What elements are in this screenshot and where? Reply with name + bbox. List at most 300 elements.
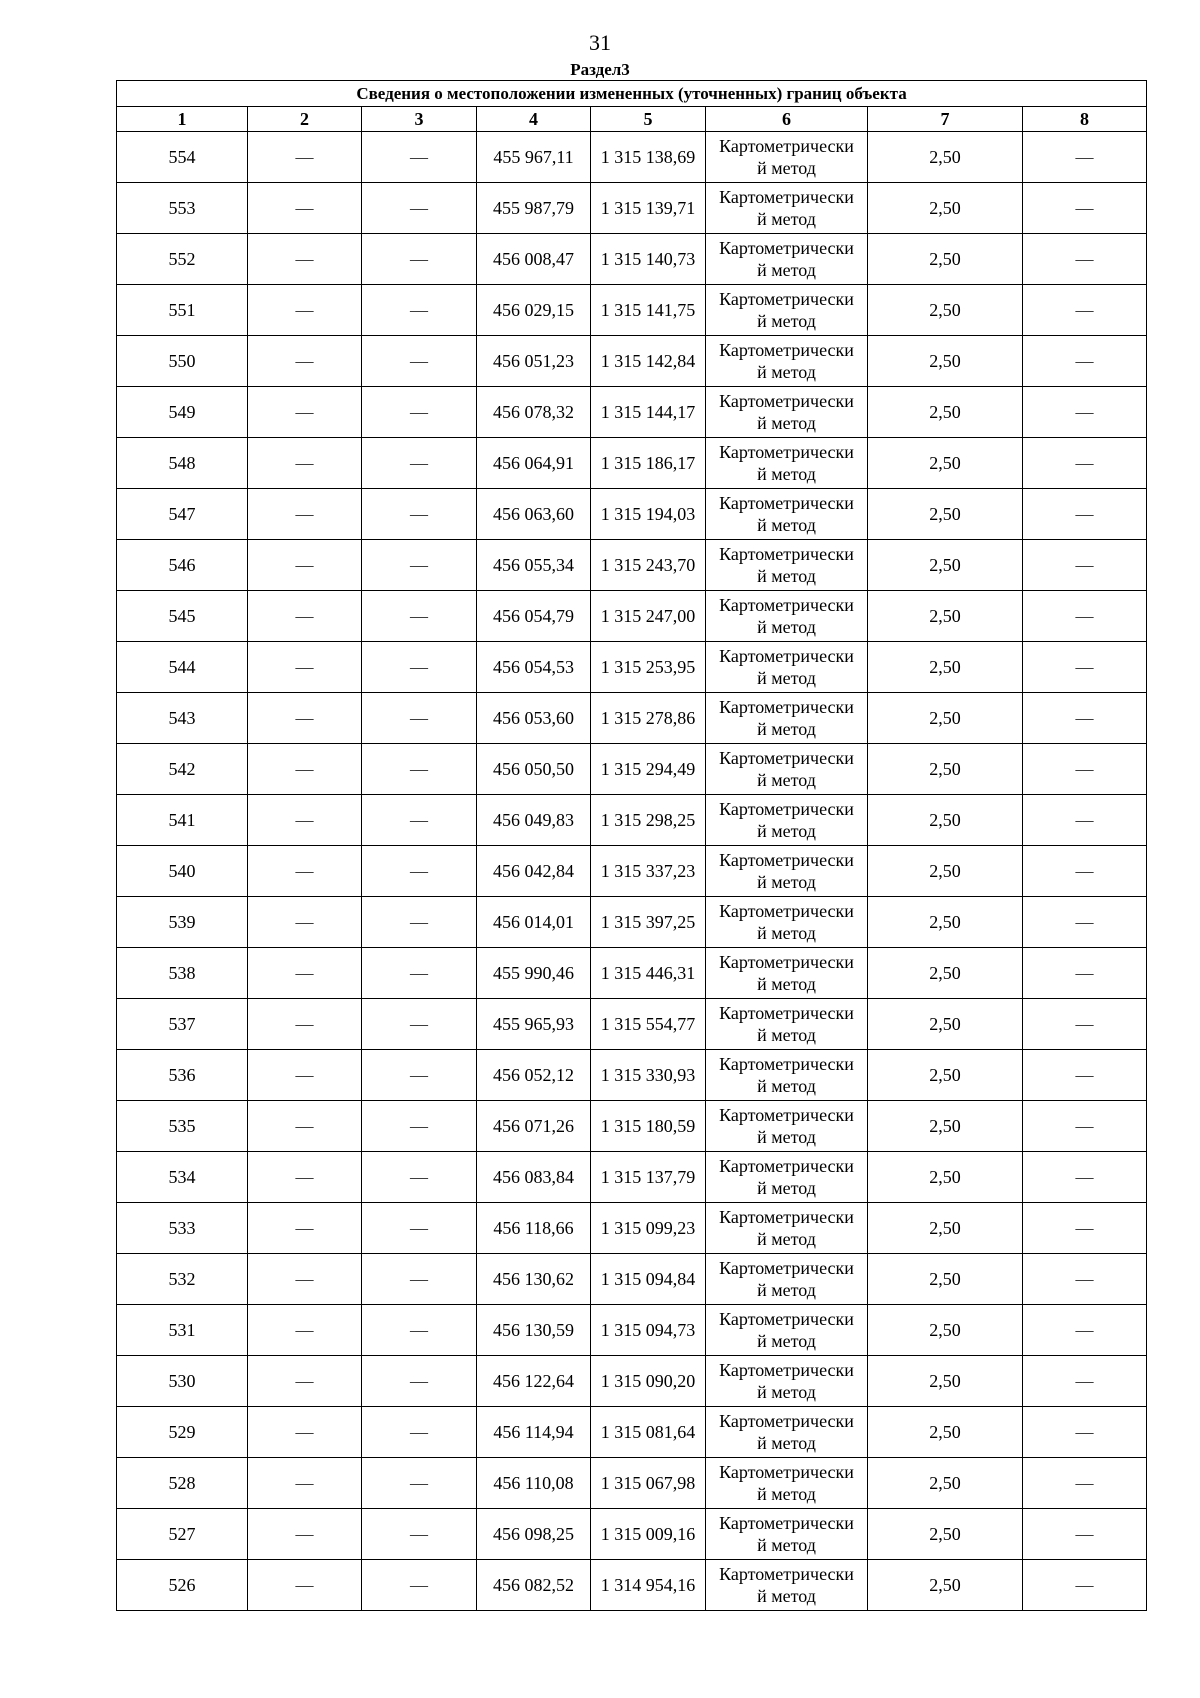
point-number-cell: 535 [117, 1101, 248, 1152]
x-coordinate-cell: 456 054,53 [477, 642, 591, 693]
method-line-2: й метод [757, 1178, 816, 1198]
method-cell [706, 1305, 868, 1356]
column-2-cell: — [248, 1152, 362, 1203]
table-row [117, 1152, 1147, 1203]
column-header: 3 [362, 107, 477, 132]
x-coordinate-cell: 456 049,83 [477, 795, 591, 846]
table-row [117, 948, 1147, 999]
y-coordinate-cell: 1 315 194,03 [591, 489, 706, 540]
table-row [117, 642, 1147, 693]
method-cell [706, 1203, 868, 1254]
y-coordinate-cell: 1 315 094,84 [591, 1254, 706, 1305]
column-2-cell: — [248, 795, 362, 846]
method-line-2: й метод [757, 413, 816, 433]
column-3-cell: — [362, 1101, 477, 1152]
accuracy-cell: 2,50 [868, 693, 1023, 744]
x-coordinate-cell: 456 063,60 [477, 489, 591, 540]
column-2-cell: — [248, 1407, 362, 1458]
accuracy-cell: 2,50 [868, 540, 1023, 591]
column-8-cell: — [1023, 1101, 1147, 1152]
x-coordinate-cell: 456 071,26 [477, 1101, 591, 1152]
y-coordinate-cell: 1 315 180,59 [591, 1101, 706, 1152]
accuracy-cell: 2,50 [868, 1305, 1023, 1356]
column-header: 4 [477, 107, 591, 132]
point-number-cell: 551 [117, 285, 248, 336]
method-cell [706, 1458, 868, 1509]
x-coordinate-cell: 456 050,50 [477, 744, 591, 795]
method-line-2: й метод [757, 260, 816, 280]
column-8-cell: — [1023, 438, 1147, 489]
accuracy-cell: 2,50 [868, 1152, 1023, 1203]
point-number-cell: 531 [117, 1305, 248, 1356]
method-line-2: й метод [757, 311, 816, 331]
accuracy-cell: 2,50 [868, 1356, 1023, 1407]
method-line-2: й метод [757, 209, 816, 229]
method-line-2: й метод [757, 821, 816, 841]
column-8-cell: — [1023, 285, 1147, 336]
column-2-cell: — [248, 1560, 362, 1611]
column-2-cell: — [248, 1509, 362, 1560]
column-3-cell: — [362, 999, 477, 1050]
accuracy-cell: 2,50 [868, 234, 1023, 285]
method-cell [706, 183, 868, 234]
point-number-cell: 547 [117, 489, 248, 540]
x-coordinate-cell: 456 051,23 [477, 336, 591, 387]
x-coordinate-cell: 456 098,25 [477, 1509, 591, 1560]
method-line-1: Картометрически [719, 1462, 854, 1482]
method-cell [706, 336, 868, 387]
accuracy-cell: 2,50 [868, 1560, 1023, 1611]
method-cell [706, 234, 868, 285]
method-line-1: Картометрически [719, 1105, 854, 1125]
method-line-1: Картометрически [719, 1411, 854, 1431]
column-8-cell: — [1023, 1152, 1147, 1203]
x-coordinate-cell: 456 110,08 [477, 1458, 591, 1509]
column-8-cell: — [1023, 1254, 1147, 1305]
accuracy-cell: 2,50 [868, 1458, 1023, 1509]
accuracy-cell: 2,50 [868, 183, 1023, 234]
column-8-cell: — [1023, 1356, 1147, 1407]
method-line-1: Картометрически [719, 1003, 854, 1023]
column-3-cell: — [362, 1560, 477, 1611]
accuracy-cell: 2,50 [868, 387, 1023, 438]
y-coordinate-cell: 1 315 081,64 [591, 1407, 706, 1458]
page-number: 31 [589, 30, 611, 55]
column-3-cell: — [362, 285, 477, 336]
column-2-cell: — [248, 336, 362, 387]
method-line-2: й метод [757, 1484, 816, 1504]
method-cell [706, 387, 868, 438]
method-line-2: й метод [757, 1280, 816, 1300]
table-row [117, 1560, 1147, 1611]
method-line-1: Картометрически [719, 391, 854, 411]
method-line-2: й метод [757, 974, 816, 994]
point-number-cell: 532 [117, 1254, 248, 1305]
y-coordinate-cell: 1 314 954,16 [591, 1560, 706, 1611]
method-line-1: Картометрически [719, 595, 854, 615]
point-number-cell: 554 [117, 132, 248, 183]
x-coordinate-cell: 455 965,93 [477, 999, 591, 1050]
column-8-cell: — [1023, 1050, 1147, 1101]
method-cell [706, 897, 868, 948]
method-line-1: Картометрически [719, 646, 854, 666]
column-8-cell: — [1023, 948, 1147, 999]
column-3-cell: — [362, 489, 477, 540]
column-3-cell: — [362, 540, 477, 591]
column-3-cell: — [362, 1254, 477, 1305]
table-row [117, 1356, 1147, 1407]
column-3-cell: — [362, 795, 477, 846]
method-line-2: й метод [757, 362, 816, 382]
table-row [117, 1305, 1147, 1356]
column-3-cell: — [362, 948, 477, 999]
column-2-cell: — [248, 1101, 362, 1152]
table-row [117, 1050, 1147, 1101]
x-coordinate-cell: 456 008,47 [477, 234, 591, 285]
method-line-1: Картометрически [719, 697, 854, 717]
method-line-2: й метод [757, 719, 816, 739]
table-row [117, 438, 1147, 489]
point-number-cell: 549 [117, 387, 248, 438]
method-line-2: й метод [757, 566, 816, 586]
method-cell [706, 1356, 868, 1407]
column-header-row [117, 107, 1147, 132]
table-row [117, 1458, 1147, 1509]
point-number-cell: 526 [117, 1560, 248, 1611]
method-line-1: Картометрически [719, 1156, 854, 1176]
column-3-cell: — [362, 744, 477, 795]
method-line-2: й метод [757, 1535, 816, 1555]
method-line-2: й метод [757, 1331, 816, 1351]
method-cell [706, 1560, 868, 1611]
method-line-1: Картометрически [719, 1513, 854, 1533]
method-line-2: й метод [757, 1025, 816, 1045]
column-header: 5 [591, 107, 706, 132]
method-line-1: Картометрически [719, 544, 854, 564]
method-cell [706, 1254, 868, 1305]
column-2-cell: — [248, 540, 362, 591]
method-line-1: Картометрически [719, 799, 854, 819]
column-3-cell: — [362, 132, 477, 183]
column-8-cell: — [1023, 1203, 1147, 1254]
column-2-cell: — [248, 438, 362, 489]
point-number-cell: 548 [117, 438, 248, 489]
accuracy-cell: 2,50 [868, 1509, 1023, 1560]
method-line-2: й метод [757, 158, 816, 178]
x-coordinate-cell: 456 083,84 [477, 1152, 591, 1203]
method-line-2: й метод [757, 668, 816, 688]
column-8-cell: — [1023, 642, 1147, 693]
method-line-2: й метод [757, 1229, 816, 1249]
x-coordinate-cell: 456 130,59 [477, 1305, 591, 1356]
x-coordinate-cell: 456 055,34 [477, 540, 591, 591]
point-number-cell: 528 [117, 1458, 248, 1509]
table-caption-row [117, 81, 1147, 107]
method-cell [706, 1101, 868, 1152]
table-row [117, 999, 1147, 1050]
column-8-cell: — [1023, 1560, 1147, 1611]
column-2-cell: — [248, 132, 362, 183]
x-coordinate-cell: 455 967,11 [477, 132, 591, 183]
method-cell [706, 1050, 868, 1101]
column-3-cell: — [362, 234, 477, 285]
method-line-2: й метод [757, 770, 816, 790]
point-number-cell: 550 [117, 336, 248, 387]
accuracy-cell: 2,50 [868, 438, 1023, 489]
column-2-cell: — [248, 1356, 362, 1407]
column-8-cell: — [1023, 1458, 1147, 1509]
x-coordinate-cell: 455 990,46 [477, 948, 591, 999]
table-row [117, 336, 1147, 387]
y-coordinate-cell: 1 315 137,79 [591, 1152, 706, 1203]
column-3-cell: — [362, 387, 477, 438]
column-3-cell: — [362, 438, 477, 489]
column-3-cell: — [362, 1509, 477, 1560]
column-8-cell: — [1023, 795, 1147, 846]
y-coordinate-cell: 1 315 139,71 [591, 183, 706, 234]
column-2-cell: — [248, 948, 362, 999]
table-row [117, 234, 1147, 285]
column-8-cell: — [1023, 387, 1147, 438]
y-coordinate-cell: 1 315 144,17 [591, 387, 706, 438]
method-line-1: Картометрически [719, 493, 854, 513]
accuracy-cell: 2,50 [868, 897, 1023, 948]
column-2-cell: — [248, 489, 362, 540]
x-coordinate-cell: 456 082,52 [477, 1560, 591, 1611]
column-3-cell: — [362, 1152, 477, 1203]
column-2-cell: — [248, 642, 362, 693]
y-coordinate-cell: 1 315 298,25 [591, 795, 706, 846]
column-2-cell: — [248, 591, 362, 642]
method-line-2: й метод [757, 1076, 816, 1096]
method-cell [706, 744, 868, 795]
point-number-cell: 542 [117, 744, 248, 795]
point-number-cell: 534 [117, 1152, 248, 1203]
method-line-1: Картометрически [719, 1258, 854, 1278]
point-number-cell: 529 [117, 1407, 248, 1458]
method-line-1: Картометрически [719, 1360, 854, 1380]
column-8-cell: — [1023, 183, 1147, 234]
column-header: 8 [1023, 107, 1147, 132]
y-coordinate-cell: 1 315 138,69 [591, 132, 706, 183]
y-coordinate-cell: 1 315 294,49 [591, 744, 706, 795]
column-3-cell: — [362, 693, 477, 744]
accuracy-cell: 2,50 [868, 336, 1023, 387]
point-number-cell: 543 [117, 693, 248, 744]
column-2-cell: — [248, 1305, 362, 1356]
accuracy-cell: 2,50 [868, 744, 1023, 795]
method-line-2: й метод [757, 1433, 816, 1453]
column-8-cell: — [1023, 1407, 1147, 1458]
method-line-1: Картометрически [719, 442, 854, 462]
table-row [117, 591, 1147, 642]
point-number-cell: 527 [117, 1509, 248, 1560]
column-8-cell: — [1023, 1509, 1147, 1560]
column-header: 1 [117, 107, 248, 132]
method-cell [706, 1509, 868, 1560]
method-line-2: й метод [757, 617, 816, 637]
accuracy-cell: 2,50 [868, 591, 1023, 642]
column-8-cell: — [1023, 234, 1147, 285]
column-header: 2 [248, 107, 362, 132]
column-3-cell: — [362, 336, 477, 387]
method-cell [706, 285, 868, 336]
method-line-2: й метод [757, 872, 816, 892]
accuracy-cell: 2,50 [868, 1050, 1023, 1101]
accuracy-cell: 2,50 [868, 1407, 1023, 1458]
method-line-1: Картометрически [719, 1564, 854, 1584]
y-coordinate-cell: 1 315 186,17 [591, 438, 706, 489]
column-8-cell: — [1023, 744, 1147, 795]
column-8-cell: — [1023, 336, 1147, 387]
column-3-cell: — [362, 846, 477, 897]
column-8-cell: — [1023, 999, 1147, 1050]
column-3-cell: — [362, 642, 477, 693]
x-coordinate-cell: 456 064,91 [477, 438, 591, 489]
column-8-cell: — [1023, 846, 1147, 897]
accuracy-cell: 2,50 [868, 132, 1023, 183]
column-3-cell: — [362, 591, 477, 642]
accuracy-cell: 2,50 [868, 1101, 1023, 1152]
column-2-cell: — [248, 183, 362, 234]
column-3-cell: — [362, 183, 477, 234]
column-header: 7 [868, 107, 1023, 132]
accuracy-cell: 2,50 [868, 1254, 1023, 1305]
accuracy-cell: 2,50 [868, 1203, 1023, 1254]
column-2-cell: — [248, 1458, 362, 1509]
method-cell [706, 846, 868, 897]
x-coordinate-cell: 456 029,15 [477, 285, 591, 336]
column-2-cell: — [248, 744, 362, 795]
y-coordinate-cell: 1 315 099,23 [591, 1203, 706, 1254]
y-coordinate-cell: 1 315 330,93 [591, 1050, 706, 1101]
column-2-cell: — [248, 693, 362, 744]
y-coordinate-cell: 1 315 554,77 [591, 999, 706, 1050]
column-header: 6 [706, 107, 868, 132]
point-number-cell: 539 [117, 897, 248, 948]
method-line-2: й метод [757, 1586, 816, 1606]
table-caption: Сведения о местоположении измененных (уточненных) границ объекта [117, 81, 1147, 107]
method-cell [706, 132, 868, 183]
point-number-cell: 537 [117, 999, 248, 1050]
table-row [117, 489, 1147, 540]
method-cell [706, 948, 868, 999]
column-3-cell: — [362, 897, 477, 948]
column-8-cell: — [1023, 897, 1147, 948]
y-coordinate-cell: 1 315 278,86 [591, 693, 706, 744]
method-line-1: Картометрически [719, 952, 854, 972]
method-line-2: й метод [757, 515, 816, 535]
column-2-cell: — [248, 1203, 362, 1254]
x-coordinate-cell: 455 987,79 [477, 183, 591, 234]
table-row [117, 285, 1147, 336]
table-row [117, 183, 1147, 234]
y-coordinate-cell: 1 315 009,16 [591, 1509, 706, 1560]
boundary-coordinates-table [116, 80, 1147, 1611]
point-number-cell: 536 [117, 1050, 248, 1101]
table-row [117, 846, 1147, 897]
accuracy-cell: 2,50 [868, 642, 1023, 693]
method-line-2: й метод [757, 923, 816, 943]
x-coordinate-cell: 456 052,12 [477, 1050, 591, 1101]
method-cell [706, 591, 868, 642]
y-coordinate-cell: 1 315 446,31 [591, 948, 706, 999]
column-8-cell: — [1023, 693, 1147, 744]
method-line-1: Картометрически [719, 238, 854, 258]
method-line-1: Картометрически [719, 1309, 854, 1329]
method-cell [706, 795, 868, 846]
method-line-1: Картометрически [719, 187, 854, 207]
accuracy-cell: 2,50 [868, 999, 1023, 1050]
method-line-2: й метод [757, 1127, 816, 1147]
table-body [117, 132, 1147, 1611]
y-coordinate-cell: 1 315 253,95 [591, 642, 706, 693]
column-3-cell: — [362, 1407, 477, 1458]
table-row [117, 1407, 1147, 1458]
table-row [117, 1509, 1147, 1560]
column-3-cell: — [362, 1203, 477, 1254]
point-number-cell: 530 [117, 1356, 248, 1407]
table-row [117, 1203, 1147, 1254]
column-3-cell: — [362, 1458, 477, 1509]
section-title: Раздел3 [570, 60, 630, 79]
point-number-cell: 533 [117, 1203, 248, 1254]
x-coordinate-cell: 456 054,79 [477, 591, 591, 642]
table-row [117, 897, 1147, 948]
accuracy-cell: 2,50 [868, 795, 1023, 846]
column-2-cell: — [248, 999, 362, 1050]
y-coordinate-cell: 1 315 243,70 [591, 540, 706, 591]
method-line-2: й метод [757, 1382, 816, 1402]
method-cell [706, 1407, 868, 1458]
accuracy-cell: 2,50 [868, 846, 1023, 897]
column-8-cell: — [1023, 132, 1147, 183]
table-row [117, 540, 1147, 591]
column-2-cell: — [248, 285, 362, 336]
method-cell [706, 642, 868, 693]
column-2-cell: — [248, 1050, 362, 1101]
method-cell [706, 999, 868, 1050]
column-8-cell: — [1023, 489, 1147, 540]
column-3-cell: — [362, 1356, 477, 1407]
table-row [117, 1254, 1147, 1305]
y-coordinate-cell: 1 315 094,73 [591, 1305, 706, 1356]
y-coordinate-cell: 1 315 247,00 [591, 591, 706, 642]
accuracy-cell: 2,50 [868, 489, 1023, 540]
point-number-cell: 541 [117, 795, 248, 846]
y-coordinate-cell: 1 315 140,73 [591, 234, 706, 285]
y-coordinate-cell: 1 315 090,20 [591, 1356, 706, 1407]
column-3-cell: — [362, 1050, 477, 1101]
x-coordinate-cell: 456 130,62 [477, 1254, 591, 1305]
table-row [117, 132, 1147, 183]
method-line-1: Картометрически [719, 1207, 854, 1227]
x-coordinate-cell: 456 114,94 [477, 1407, 591, 1458]
accuracy-cell: 2,50 [868, 285, 1023, 336]
method-cell [706, 1152, 868, 1203]
point-number-cell: 545 [117, 591, 248, 642]
column-8-cell: — [1023, 1305, 1147, 1356]
method-line-1: Картометрически [719, 289, 854, 309]
method-line-1: Картометрически [719, 850, 854, 870]
table-row [117, 387, 1147, 438]
y-coordinate-cell: 1 315 067,98 [591, 1458, 706, 1509]
table-row [117, 1101, 1147, 1152]
point-number-cell: 544 [117, 642, 248, 693]
column-8-cell: — [1023, 591, 1147, 642]
method-line-1: Картометрически [719, 901, 854, 921]
point-number-cell: 546 [117, 540, 248, 591]
